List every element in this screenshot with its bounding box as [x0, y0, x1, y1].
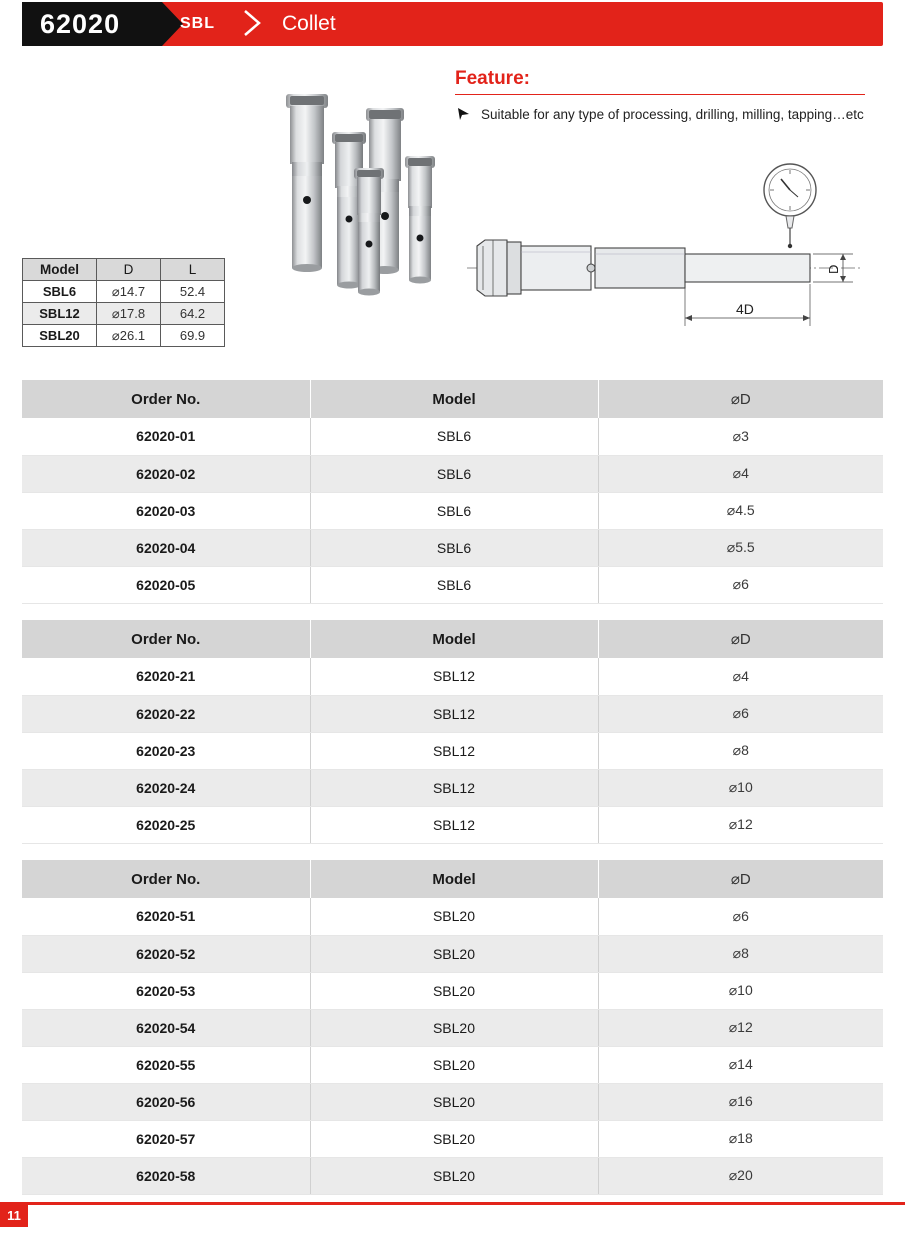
svg-text:D: D	[826, 264, 841, 274]
cell-model: SBL20	[310, 935, 598, 972]
spec-table	[22, 258, 225, 347]
spec-cell-l: 52.4	[161, 281, 225, 303]
order-table-sbl12	[22, 620, 883, 844]
svg-text:4D: 4D	[736, 301, 754, 317]
cell-diameter: ⌀12	[598, 806, 883, 843]
cell-diameter: ⌀8	[598, 935, 883, 972]
cell-diameter: ⌀6	[598, 898, 883, 935]
order-header-diameter: ⌀D	[598, 860, 883, 898]
table-row	[22, 972, 883, 1009]
spec-header-l: L	[161, 259, 225, 281]
order-table-sbl6	[22, 380, 883, 604]
feature-block	[455, 68, 875, 125]
cell-diameter: ⌀4.5	[598, 492, 883, 529]
order-header-order-no: Order No.	[22, 380, 310, 418]
page-number: 11	[0, 1205, 28, 1227]
spec-cell-d: ⌀14.7	[97, 281, 161, 303]
cell-model: SBL6	[310, 455, 598, 492]
cell-order-no: 62020-24	[22, 769, 310, 806]
cell-diameter: ⌀5.5	[598, 529, 883, 566]
cell-model: SBL20	[310, 1009, 598, 1046]
cell-diameter: ⌀10	[598, 972, 883, 1009]
technical-drawing	[455, 150, 875, 350]
table-row	[22, 935, 883, 972]
cell-order-no: 62020-51	[22, 898, 310, 935]
spec-table-row	[23, 281, 225, 303]
cell-diameter: ⌀18	[598, 1120, 883, 1157]
spec-table-row	[23, 303, 225, 325]
feature-item	[455, 105, 875, 125]
cell-model: SBL20	[310, 1157, 598, 1194]
spec-table-row	[23, 325, 225, 347]
cell-order-no: 62020-55	[22, 1046, 310, 1083]
cell-order-no: 62020-03	[22, 492, 310, 529]
table-row	[22, 898, 883, 935]
table-row	[22, 492, 883, 529]
cell-diameter: ⌀10	[598, 769, 883, 806]
order-header-model: Model	[310, 620, 598, 658]
cell-diameter: ⌀12	[598, 1009, 883, 1046]
table-row	[22, 658, 883, 695]
cell-model: SBL20	[310, 972, 598, 1009]
spec-table-header-row	[23, 259, 225, 281]
order-table-sbl20	[22, 860, 883, 1195]
page-title: Collet	[282, 12, 336, 35]
cell-model: SBL12	[310, 658, 598, 695]
spec-cell-d: ⌀17.8	[97, 303, 161, 325]
chevron-right-icon	[243, 10, 265, 36]
order-header-order-no: Order No.	[22, 860, 310, 898]
page-header	[0, 0, 905, 48]
order-table-header-row	[22, 620, 883, 658]
spec-cell-l: 64.2	[161, 303, 225, 325]
feature-title: Feature:	[455, 68, 530, 89]
cell-diameter: ⌀4	[598, 658, 883, 695]
dial-indicator-icon	[764, 164, 816, 248]
cell-model: SBL20	[310, 898, 598, 935]
feature-item-text: Suitable for any type of processing, drilling, milling, tapping…etc	[481, 107, 864, 122]
cell-order-no: 62020-05	[22, 566, 310, 603]
cell-order-no: 62020-23	[22, 732, 310, 769]
cell-order-no: 62020-01	[22, 418, 310, 455]
cell-diameter: ⌀6	[598, 695, 883, 732]
table-row	[22, 732, 883, 769]
arrow-bullet-icon	[457, 107, 471, 121]
table-row	[22, 529, 883, 566]
header-code: 62020	[40, 9, 121, 39]
cell-model: SBL6	[310, 492, 598, 529]
spec-cell-d: ⌀26.1	[97, 325, 161, 347]
cell-diameter: ⌀14	[598, 1046, 883, 1083]
table-row	[22, 806, 883, 843]
order-table-header-row	[22, 860, 883, 898]
cell-order-no: 62020-04	[22, 529, 310, 566]
cell-order-no: 62020-56	[22, 1083, 310, 1120]
footer-divider	[0, 1202, 905, 1205]
cell-order-no: 62020-21	[22, 658, 310, 695]
table-row	[22, 566, 883, 603]
table-row	[22, 455, 883, 492]
cell-model: SBL12	[310, 769, 598, 806]
table-row	[22, 1083, 883, 1120]
feature-divider	[455, 94, 865, 95]
table-row	[22, 1009, 883, 1046]
cell-order-no: 62020-57	[22, 1120, 310, 1157]
table-row	[22, 695, 883, 732]
order-header-diameter: ⌀D	[598, 620, 883, 658]
cell-order-no: 62020-25	[22, 806, 310, 843]
cell-diameter: ⌀3	[598, 418, 883, 455]
table-row	[22, 1046, 883, 1083]
order-header-order-no: Order No.	[22, 620, 310, 658]
order-header-model: Model	[310, 860, 598, 898]
cell-diameter: ⌀16	[598, 1083, 883, 1120]
spec-cell-model: SBL6	[23, 281, 97, 303]
spec-header-d: D	[97, 259, 161, 281]
table-row	[22, 769, 883, 806]
header-series: SBL	[180, 15, 215, 32]
spec-cell-model: SBL20	[23, 325, 97, 347]
cell-model: SBL12	[310, 806, 598, 843]
table-row	[22, 1157, 883, 1194]
cell-model: SBL6	[310, 529, 598, 566]
spec-header-model: Model	[23, 259, 97, 281]
cell-model: SBL20	[310, 1120, 598, 1157]
cell-order-no: 62020-58	[22, 1157, 310, 1194]
spec-cell-l: 69.9	[161, 325, 225, 347]
cell-order-no: 62020-22	[22, 695, 310, 732]
cell-model: SBL20	[310, 1083, 598, 1120]
cell-diameter: ⌀4	[598, 455, 883, 492]
cell-order-no: 62020-54	[22, 1009, 310, 1046]
order-table-header-row	[22, 380, 883, 418]
cell-model: SBL6	[310, 418, 598, 455]
order-header-diameter: ⌀D	[598, 380, 883, 418]
cell-diameter: ⌀6	[598, 566, 883, 603]
spec-cell-model: SBL12	[23, 303, 97, 325]
cell-diameter: ⌀20	[598, 1157, 883, 1194]
cell-diameter: ⌀8	[598, 732, 883, 769]
table-row	[22, 418, 883, 455]
cell-model: SBL12	[310, 695, 598, 732]
cell-model: SBL12	[310, 732, 598, 769]
cell-order-no: 62020-02	[22, 455, 310, 492]
table-row	[22, 1120, 883, 1157]
cell-order-no: 62020-52	[22, 935, 310, 972]
cell-order-no: 62020-53	[22, 972, 310, 1009]
collet-photo	[270, 72, 450, 312]
cell-model: SBL6	[310, 566, 598, 603]
cell-model: SBL20	[310, 1046, 598, 1083]
order-header-model: Model	[310, 380, 598, 418]
